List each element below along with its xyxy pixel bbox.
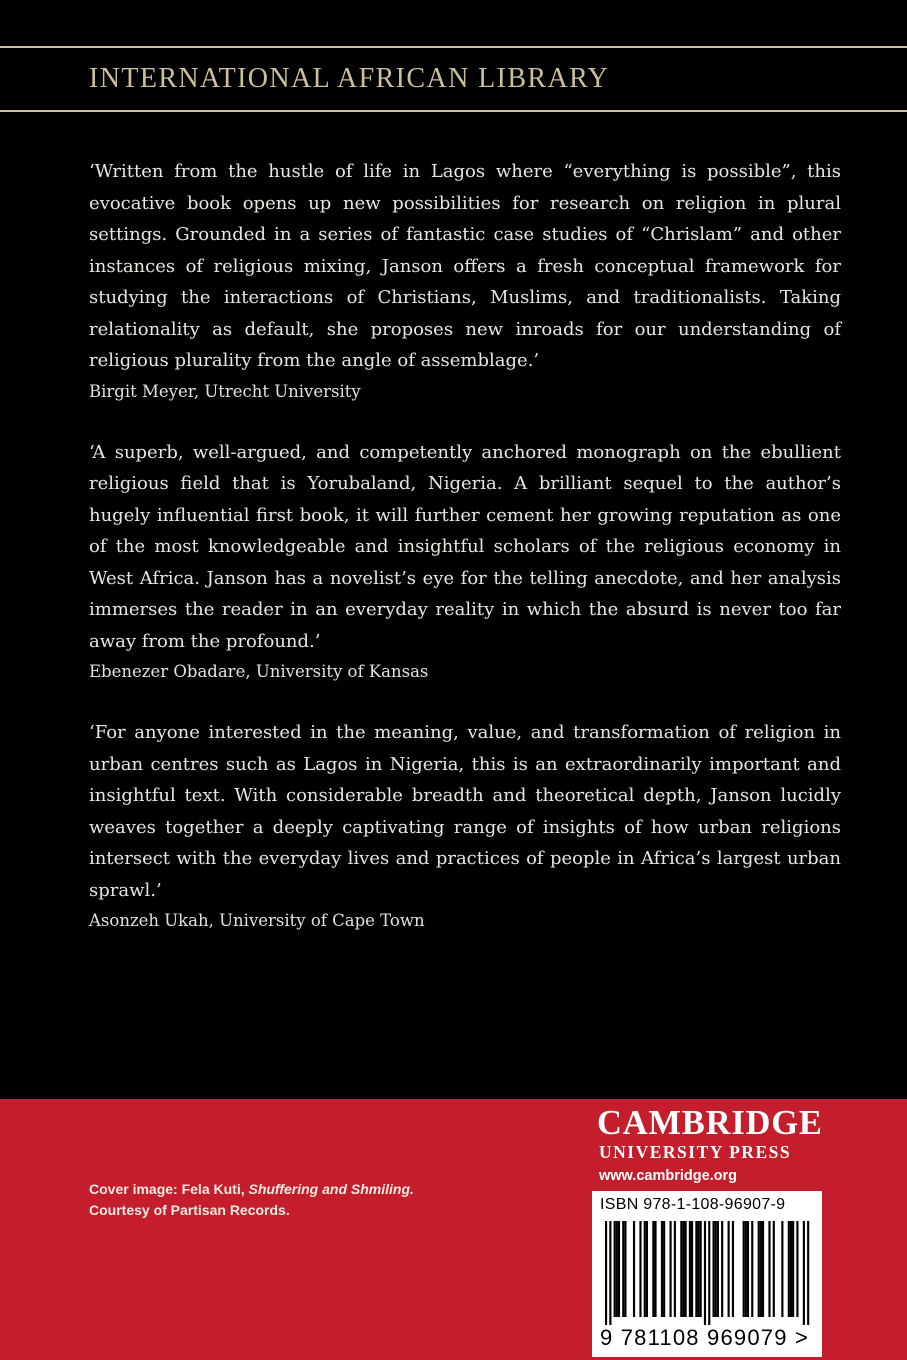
barcode-bar bbox=[732, 1221, 734, 1317]
barcode-bar bbox=[803, 1221, 805, 1325]
barcode-bar bbox=[695, 1221, 697, 1317]
barcode-bar bbox=[622, 1221, 624, 1317]
publisher-logo-name: CAMBRIDGE bbox=[597, 1104, 823, 1142]
publisher-footer bbox=[0, 1099, 907, 1360]
barcode-bar bbox=[689, 1221, 691, 1317]
barcode-digits: 9 781108 969079 > bbox=[600, 1325, 810, 1350]
barcode-bar bbox=[661, 1221, 663, 1317]
barcode-bar bbox=[616, 1221, 618, 1317]
barcode-bar bbox=[682, 1221, 684, 1317]
barcode-bar bbox=[680, 1221, 682, 1317]
barcode-bar bbox=[792, 1221, 794, 1317]
barcode-bar bbox=[670, 1221, 672, 1317]
publisher-logo-subtitle: UNIVERSITY PRESS bbox=[599, 1142, 792, 1162]
endorsement-quote: ‘Written from the hustle of life in Lagos where “everything is possible”, this evocative book opens up new possibilities for research on religion in plural settings. Grounded in a series of fantastic case studies of “Chrislam” and other instances of religious mixing, Janson offers a fresh conceptual framework for studying the interactions of Christians, Muslims, and traditionalists. Taking relationality as default, she proposes new inroads for our understanding of religious plurality from the angle of assemblage.’ bbox=[89, 161, 841, 371]
barcode-bar bbox=[715, 1221, 717, 1317]
barcode-bar bbox=[618, 1221, 620, 1317]
barcode-bar bbox=[781, 1221, 783, 1317]
credit-work-title: Shuffering and Shmiling. bbox=[248, 1181, 414, 1197]
barcode-bar bbox=[654, 1221, 656, 1317]
isbn-barcode-box bbox=[592, 1191, 822, 1357]
barcode-bar bbox=[644, 1221, 646, 1317]
barcode-icon bbox=[592, 1221, 822, 1325]
barcode-bar bbox=[614, 1221, 616, 1317]
barcode-bar bbox=[652, 1221, 654, 1317]
barcode-bar bbox=[773, 1221, 775, 1317]
barcode-bar bbox=[708, 1221, 710, 1325]
barcode-bar bbox=[674, 1221, 676, 1317]
barcode-bar bbox=[685, 1221, 687, 1317]
credit-line-2: Courtesy of Partisan Records. bbox=[89, 1202, 290, 1218]
endorsement-3 bbox=[89, 717, 841, 936]
barcode-bar bbox=[751, 1221, 753, 1317]
credit-line-1 bbox=[89, 1179, 489, 1200]
series-banner bbox=[0, 46, 907, 112]
barcode-bar bbox=[790, 1221, 792, 1317]
barcode-bar bbox=[697, 1221, 699, 1317]
barcode-bar bbox=[768, 1221, 770, 1317]
barcode-bar bbox=[743, 1221, 745, 1317]
barcode-bar bbox=[796, 1221, 798, 1317]
barcode-bar bbox=[624, 1221, 626, 1317]
barcode-bar bbox=[639, 1221, 641, 1317]
publisher-url: www.cambridge.org bbox=[599, 1168, 738, 1184]
barcode-bar bbox=[717, 1221, 719, 1317]
barcode-bar bbox=[745, 1221, 747, 1317]
barcode-bar bbox=[605, 1221, 607, 1325]
endorsement-quote: ‘For anyone interested in the meaning, value, and transformation of religion in urban centres such as Lagos in Nigeria, this is an extraordinarily important and insightful text. With considerable breadth and theoretical depth, Janson lucidly weaves together a deeply captivating range of insights of how urban religions intersect with the everyday lives and practices of people in Africa’s largest urban sprawl.’ bbox=[89, 722, 841, 901]
barcode-bar bbox=[747, 1221, 749, 1317]
endorsement-author: Ebenezer Obadare, University of Kansas bbox=[89, 662, 429, 681]
barcode-bar bbox=[646, 1221, 648, 1317]
cover-image-credit bbox=[89, 1179, 489, 1221]
barcode-bar bbox=[762, 1221, 764, 1317]
barcode-bar bbox=[760, 1221, 762, 1317]
barcode-bar bbox=[663, 1221, 665, 1317]
endorsement-2 bbox=[89, 437, 841, 688]
endorsement-author: Asonzeh Ukah, University of Cape Town bbox=[89, 911, 425, 930]
barcode-bar bbox=[728, 1221, 730, 1317]
barcode-bar bbox=[609, 1221, 611, 1325]
barcode-bar bbox=[691, 1221, 693, 1317]
endorsements bbox=[89, 156, 841, 966]
endorsement-quote: ‘A superb, well-argued, and competently anchored monograph on the ebullient religious field that is Yorubaland, Nigeria. A brilliant sequel to the author’s hugely influential first book, it will further cement her growing reputation as one of the most knowledgeable and insightful scholars of the religious economy in West Africa. Janson has a novelist’s eye for the telling anecdote, and her analysis immerses the reader in an everyday reality in which the absurd is never too far away from the profound.’ bbox=[89, 441, 841, 652]
barcode-bar bbox=[807, 1221, 809, 1325]
barcode-bar bbox=[700, 1221, 702, 1317]
barcode-bar bbox=[633, 1221, 635, 1317]
credit-prefix: Cover image: Fela Kuti, bbox=[89, 1181, 249, 1197]
endorsement-author: Birgit Meyer, Utrecht University bbox=[89, 381, 361, 401]
barcode-bar bbox=[721, 1221, 723, 1317]
barcode-bar bbox=[704, 1221, 706, 1325]
endorsement-1 bbox=[89, 156, 841, 407]
series-title: INTERNATIONAL AFRICAN LIBRARY bbox=[89, 63, 610, 94]
barcode-bar bbox=[713, 1221, 715, 1317]
barcode-bar bbox=[758, 1221, 760, 1317]
isbn-label: ISBN 978-1-108-96907-9 bbox=[600, 1196, 786, 1213]
barcode-bar bbox=[788, 1221, 790, 1317]
